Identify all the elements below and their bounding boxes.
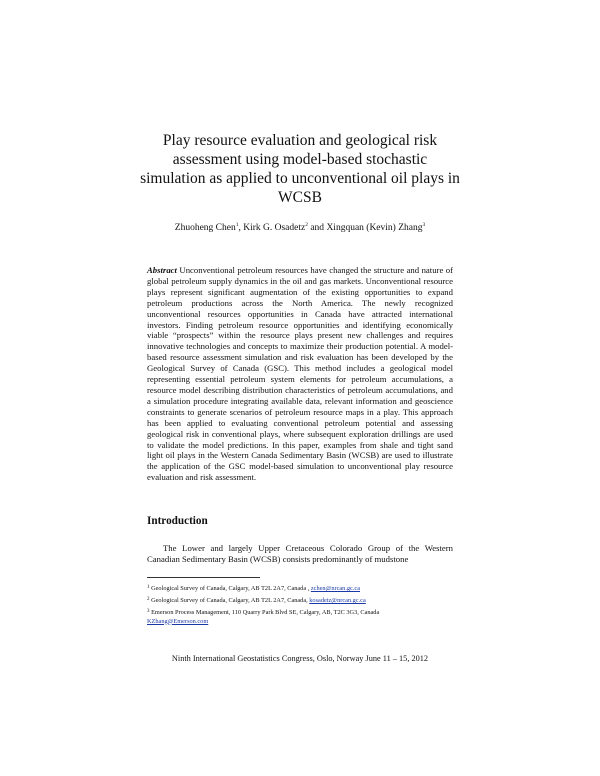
footnote-text: Geological Survey of Canada, Calgary, AB T2L 2A7, Canada, <box>151 597 310 604</box>
footnote-rule <box>147 577 260 578</box>
footnote-email-link[interactable]: KZhang@Emerson.com <box>147 617 209 625</box>
abstract <box>147 265 453 483</box>
footnote-text: Emerson Process Management, 110 Quarry Park Blvd SE, Calgary, AB, T2C 3G3, Canada <box>151 609 380 616</box>
title-line: Play resource evaluation and geological risk <box>162 132 438 149</box>
author-affiliation-mark: 1 <box>235 222 239 228</box>
title-line: WCSB <box>278 189 322 206</box>
footnote-mark: 1 <box>147 585 150 590</box>
author-affiliation-mark: 3 <box>422 222 426 228</box>
author-separator: , <box>238 223 244 233</box>
footnote-text: Geological Survey of Canada, Calgary, AB T2L 2A7, Canada , <box>151 585 311 592</box>
author-name: Kirk G. Osadetz <box>243 223 306 233</box>
footnote-mark: 2 <box>147 597 150 602</box>
author-list <box>100 222 500 233</box>
section-heading: Introduction <box>147 515 208 527</box>
footnote-email-link[interactable]: zchen@nrcan.gc.ca <box>310 585 361 592</box>
abstract-label: Abstract <box>147 265 177 275</box>
paper-title <box>100 131 500 207</box>
footnote <box>147 608 457 626</box>
conference-footer: Ninth International Geostatistics Congress, Oslo, Norway June 11 – 15, 2012 <box>171 654 429 663</box>
footnote-email-link[interactable]: kosadetz@nrcan.gc.ca <box>309 597 366 604</box>
footnote-mark: 3 <box>147 609 150 614</box>
author-name: Xingquan (Kevin) Zhang <box>326 223 423 233</box>
title-line: assessment using model-based stochastic <box>172 151 428 168</box>
author-affiliation-mark: 2 <box>305 222 308 228</box>
title-line: simulation as applied to unconventional oil plays in <box>140 170 460 187</box>
author-name: Zhuoheng Chen <box>174 223 236 233</box>
intro-paragraph: The Lower and largely Upper Cretaceous Colorado Group of the Western Canadian Sedimentary Basin (WCSB) consists predominantly of mudstone <box>147 543 453 564</box>
abstract-text: Unconventional petroleum resources have changed the structure and nature of global petroleum supply dynamics in the oil and gas markets. Unconventional resource plays represent significant augmentation of the existing opportunities to expand petroleum productions across the North America. The newly recognized unconventional resources opportunities in Canada have attracted international investors. Finding petroleum resource opportunities and identifying economically viable “prospects” within the resource plays present new challenges and requires innovative technologies and concepts to maximize their production potential. A model-based resource assessment simulation and risk evaluation has been developed by the Geological Survey of Canada (GSC). This method includes a geological model representing essential petroleum system elements for petroleum accumulations, a resource model describing distribution characteristics of petroleum accumulations, and a simulation procedure integrating available data, relevant information and geoscience constraints to generate scenarios of petroleum resource maps in a play. This approach has been applied to evaluating conventional petroleum potential and assessing geological risk in conventional plays, where subsequent exploration drillings are used to validate the model predictions. In this paper, examples from shale and tight sand light oil plays in the Western Canada Sedimentary Basin (WCSB) are used to illustrate the application of the GSC model-based simulation to unconventional play resource evaluation and risk assessment. <box>147 265 454 483</box>
footnote <box>147 584 457 594</box>
author-separator: and <box>307 223 327 233</box>
footnote <box>147 596 457 606</box>
